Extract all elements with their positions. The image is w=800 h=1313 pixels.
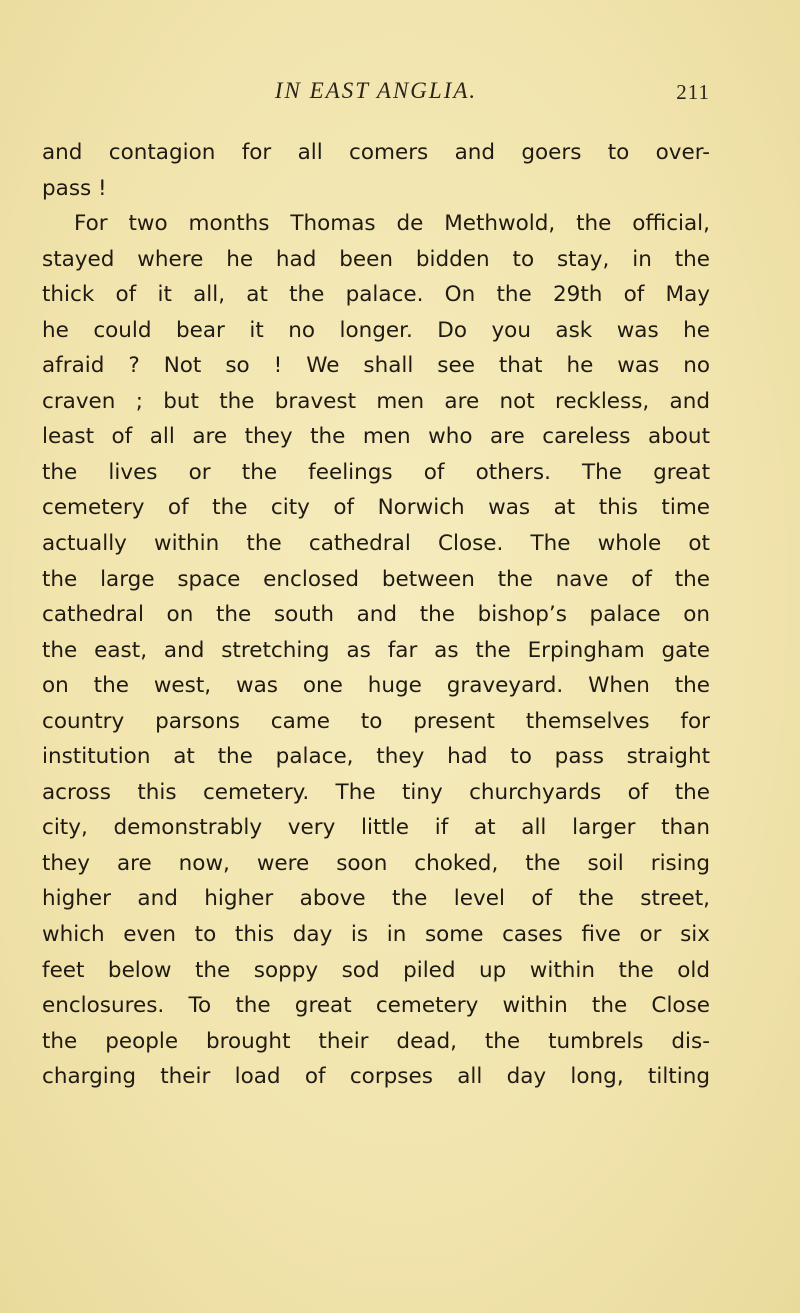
text-line: pass !: [42, 175, 107, 201]
text-line: which even to this day is in some cases five or six: [42, 922, 710, 948]
text-line: country parsons came to present themselves for: [42, 708, 710, 734]
text-line: higher and higher above the level of the street,: [42, 886, 710, 912]
text-line: charging their load of corpses all day long, tilting: [42, 1064, 710, 1090]
text-line: institution at the palace, they had to pass straight: [42, 744, 710, 770]
text-line: the large space enclosed between the nave of the: [42, 566, 710, 592]
text-line: thick of it all, at the palace. On the 29th of May: [42, 282, 710, 308]
body-text: [42, 135, 710, 1095]
text-line: craven ; but the bravest men are not reckless, and: [42, 388, 710, 414]
text-line: the lives or the feelings of others. The great: [42, 459, 710, 485]
text-line: he could bear it no longer. Do you ask was he: [42, 317, 710, 343]
text-line: they are now, were soon choked, the soil rising: [42, 850, 710, 876]
text-line: the people brought their dead, the tumbrels dis-: [42, 1028, 710, 1054]
running-title: IN EAST ANGLIA.: [274, 78, 478, 103]
text-line: on the west, was one huge graveyard. When the: [42, 673, 710, 699]
text-line: the east, and stretching as far as the Erpingham gate: [42, 637, 710, 663]
text-line: For two months Thomas de Methwold, the official,: [74, 211, 710, 237]
text-line: least of all are they the men who are careless about: [42, 424, 710, 450]
text-line: cathedral on the south and the bishop’s palace on: [42, 602, 710, 628]
text-line: cemetery of the city of Norwich was at this time: [42, 495, 710, 521]
text-line: afraid ? Not so ! We shall see that he was no: [42, 353, 710, 379]
text-line: enclosures. To the great cemetery within the Close: [42, 993, 710, 1019]
page-number: 211: [676, 80, 710, 104]
text-line: actually within the cathedral Close. The whole ot: [42, 531, 710, 557]
text-line: and contagion for all comers and goers to over-: [42, 140, 710, 165]
text-line: across this cemetery. The tiny churchyards of the: [42, 779, 710, 805]
text-line: feet below the soppy sod piled up within the old: [42, 957, 710, 983]
text-line: city, demonstrably very little if at all larger than: [42, 815, 710, 841]
running-header: [42, 78, 710, 118]
text-line: stayed where he had been bidden to stay, in the: [42, 246, 710, 272]
